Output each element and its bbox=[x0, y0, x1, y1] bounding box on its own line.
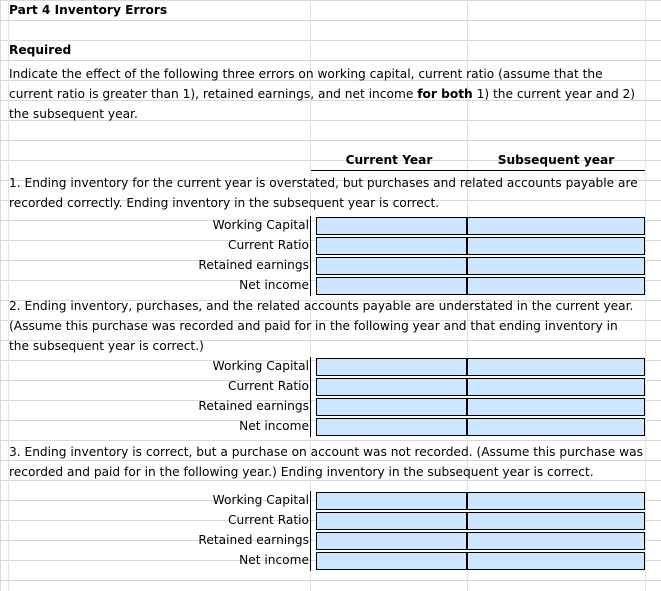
error-1-net-income-current-input[interactable] bbox=[316, 277, 467, 295]
error-2-net-income-subsequent-input[interactable] bbox=[467, 418, 645, 436]
label-divider bbox=[310, 357, 311, 437]
error-3-text-line-1: 3. Ending inventory is correct, but a purchase on account was not recorded. (Assume this purchase was bbox=[9, 445, 643, 459]
error-3-net-income-current-input[interactable] bbox=[316, 552, 467, 570]
instructions-text: 1) the current year and 2) bbox=[472, 87, 636, 101]
error-3-working-capital-current-input[interactable] bbox=[316, 492, 467, 510]
error-2-text-line-1: 2. Ending inventory, purchases, and the related accounts payable are understated in the current year. bbox=[9, 299, 634, 313]
error-1-current-ratio-current-input[interactable] bbox=[316, 237, 467, 255]
instructions-emphasis: for both bbox=[417, 87, 473, 101]
part-title: Part 4 Inventory Errors bbox=[9, 3, 168, 17]
error-2-current-ratio-subsequent-input[interactable] bbox=[467, 378, 645, 396]
column-header-current-year: Current Year bbox=[311, 150, 467, 171]
error-3-current-ratio-current-input[interactable] bbox=[316, 512, 467, 530]
required-heading: Required bbox=[9, 43, 72, 57]
row-label-working-capital: Working Capital bbox=[212, 359, 309, 373]
row-label-retained-earnings: Retained earnings bbox=[198, 258, 309, 272]
error-3-retained-earnings-current-input[interactable] bbox=[316, 532, 467, 550]
row-label-net-income: Net income bbox=[239, 419, 309, 433]
error-2-working-capital-current-input[interactable] bbox=[316, 358, 467, 376]
error-2-current-ratio-current-input[interactable] bbox=[316, 378, 467, 396]
error-3-net-income-subsequent-input[interactable] bbox=[467, 552, 645, 570]
error-2-text-line-3: the subsequent year is correct.) bbox=[9, 339, 204, 353]
error-3-text-line-2: recorded and paid for in the following year.) Ending inventory in the subsequent year is correct. bbox=[9, 465, 594, 479]
error-2-net-income-current-input[interactable] bbox=[316, 418, 467, 436]
row-label-current-ratio: Current Ratio bbox=[228, 513, 309, 527]
row-label-net-income: Net income bbox=[239, 278, 309, 292]
row-label-current-ratio: Current Ratio bbox=[228, 238, 309, 252]
error-1-working-capital-current-input[interactable] bbox=[316, 217, 467, 235]
error-3-retained-earnings-subsequent-input[interactable] bbox=[467, 532, 645, 550]
instructions-line-1: Indicate the effect of the following three errors on working capital, current ratio (assume that the bbox=[9, 67, 603, 81]
error-3-working-capital-subsequent-input[interactable] bbox=[467, 492, 645, 510]
error-3-current-ratio-subsequent-input[interactable] bbox=[467, 512, 645, 530]
error-2-working-capital-subsequent-input[interactable] bbox=[467, 358, 645, 376]
label-divider bbox=[310, 216, 311, 296]
error-1-text-line-1: 1. Ending inventory for the current year is overstated, but purchases and related accounts payable are bbox=[9, 176, 638, 190]
row-label-net-income: Net income bbox=[239, 553, 309, 567]
instructions-text: current ratio is greater than 1), retained earnings, and net income bbox=[9, 87, 418, 101]
error-1-working-capital-subsequent-input[interactable] bbox=[467, 217, 645, 235]
error-1-retained-earnings-current-input[interactable] bbox=[316, 257, 467, 275]
instructions-line-3: the subsequent year. bbox=[9, 107, 138, 121]
error-1-current-ratio-subsequent-input[interactable] bbox=[467, 237, 645, 255]
instructions-line-2 bbox=[9, 84, 635, 104]
column-header-subsequent-year: Subsequent year bbox=[467, 150, 645, 171]
label-divider bbox=[310, 491, 311, 571]
error-2-text-line-2: (Assume this purchase was recorded and paid for in the following year and that ending inventory in bbox=[9, 319, 618, 333]
row-label-working-capital: Working Capital bbox=[212, 493, 309, 507]
error-1-retained-earnings-subsequent-input[interactable] bbox=[467, 257, 645, 275]
row-label-working-capital: Working Capital bbox=[212, 218, 309, 232]
error-1-net-income-subsequent-input[interactable] bbox=[467, 277, 645, 295]
row-label-current-ratio: Current Ratio bbox=[228, 379, 309, 393]
error-1-text-line-2: recorded correctly. Ending inventory in the subsequent year is correct. bbox=[9, 196, 440, 210]
grid-column-line bbox=[645, 0, 646, 591]
row-label-retained-earnings: Retained earnings bbox=[198, 399, 309, 413]
error-2-retained-earnings-current-input[interactable] bbox=[316, 398, 467, 416]
error-2-retained-earnings-subsequent-input[interactable] bbox=[467, 398, 645, 416]
row-label-retained-earnings: Retained earnings bbox=[198, 533, 309, 547]
